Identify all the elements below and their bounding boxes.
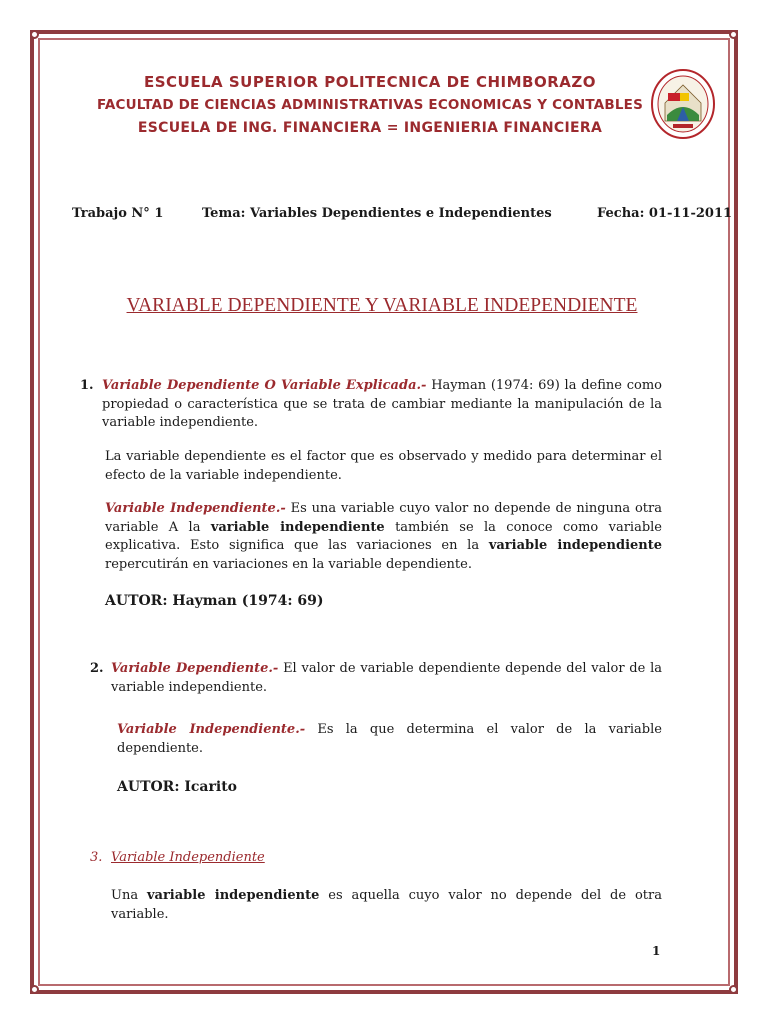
info-fecha: Fecha: 01-11-2011 (597, 206, 733, 221)
section3-paragraph: Una variable independiente es aquella cuyo valor no depende del de otra variable. (111, 888, 662, 922)
corner-ornament (729, 30, 738, 39)
section1-definition: Variable Dependiente O Variable Explicada.- Hayman (1974: 69) la define como propiedad o característica que se trata de cambiar mediante la manipulación de la variable independiente. (102, 378, 662, 430)
list-number: 1. (80, 378, 94, 393)
term-dependiente: Variable Dependiente O Variable Explicada.- (102, 378, 427, 393)
corner-ornament (30, 985, 39, 994)
section1-author: AUTOR: Hayman (1974: 69) (105, 593, 324, 609)
term-independiente: Variable Independiente.- (105, 501, 286, 516)
page-number: 1 (652, 944, 661, 958)
header-school: ESCUELA DE ING. FINANCIERA = INGENIERIA FINANCIERA (137, 120, 603, 136)
term-independiente: Variable Independiente.- (117, 722, 306, 737)
corner-ornament (729, 985, 738, 994)
header-university: ESCUELA SUPERIOR POLITECNICA DE CHIMBORAZO (143, 73, 597, 91)
section2-independiente: Variable Independiente.- Es la que determina el valor de la variable dependiente. (117, 722, 662, 756)
section1-paragraph: La variable dependiente es el factor que es observado y medido para determinar el efecto de la variable independiente. (105, 449, 662, 483)
term-dependiente: Variable Dependiente.- (111, 661, 279, 676)
term-independiente: Variable Independiente (111, 850, 265, 865)
corner-ornament (30, 30, 39, 39)
header-faculty: FACULTAD DE CIENCIAS ADMINISTRATIVAS ECONOMICAS Y CONTABLES (96, 97, 644, 113)
list-number: 3. (90, 850, 103, 865)
page-title: VARIABLE DEPENDIENTE Y VARIABLE INDEPENDIENTE (126, 295, 638, 316)
university-seal-icon (651, 69, 715, 139)
section3-heading (111, 849, 265, 868)
info-tema: Tema: Variables Dependientes e Independientes (202, 206, 552, 221)
section1-independiente: Variable Independiente.- Es una variable cuyo valor no depende de ninguna otra variable A la variable independiente también se la conoce como variable explicativa. Esto significa que las variaciones en la variable independiente repercutirán en variaciones en la variable dependiente. (105, 501, 663, 572)
section2-author: AUTOR: Icarito (117, 779, 238, 795)
list-number: 2. (90, 661, 104, 676)
info-trabajo: Trabajo N° 1 (72, 206, 164, 221)
section2-definition: Variable Dependiente.- El valor de variable dependiente depende del valor de la variable independiente. (111, 661, 662, 695)
